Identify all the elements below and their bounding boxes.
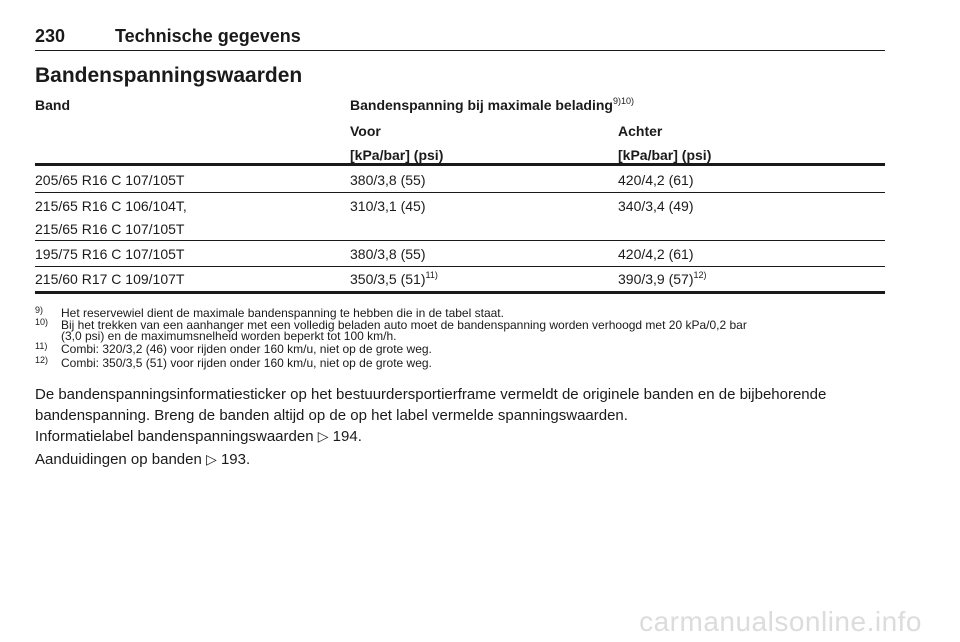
table-cell-band: 215/60 R17 C 109/107T xyxy=(35,271,185,287)
table-cell-front: 380/3,8 (55) xyxy=(350,246,426,262)
footnote-ref: 9)10) xyxy=(612,96,634,106)
table-cell-rear: 340/3,4 (49) xyxy=(618,198,694,214)
row-divider xyxy=(35,240,885,241)
col-header-band: Band xyxy=(35,97,70,113)
crossref-line xyxy=(35,449,890,470)
table-cell-front: 380/3,8 (55) xyxy=(350,172,426,188)
table-cell-front xyxy=(350,271,438,287)
table-cell-rear-value: 390/3,9 (57) xyxy=(618,271,694,287)
crossref-page-link[interactable]: 194. xyxy=(332,428,362,445)
footnote-ref: 11) xyxy=(425,270,438,280)
unit-front: [kPa/bar] (psi) xyxy=(350,147,444,163)
unit-rear: [kPa/bar] (psi) xyxy=(618,147,712,163)
footnote-mark: 10) xyxy=(35,317,49,327)
table-cell-band: 215/65 R16 C 106/104T, xyxy=(35,198,187,214)
crossref-line xyxy=(35,426,890,447)
table-header-divider xyxy=(35,163,885,166)
col-header-pressure xyxy=(350,97,634,113)
table-cell-rear xyxy=(618,271,707,287)
watermark: carmanualsonline.info xyxy=(639,606,922,637)
footnote-ref: 12) xyxy=(693,270,707,280)
table-cell-front: 310/3,1 (45) xyxy=(350,198,426,214)
footnote-text: Bij het trekken van een aanhanger met een volledig beladen auto moet de bandenspanning worden verhoogd met 20 kPa/0,2 bar xyxy=(61,318,747,332)
section-title: Bandenspanningswaarden xyxy=(35,64,303,87)
row-divider xyxy=(35,266,885,267)
row-divider xyxy=(35,192,885,193)
footnote-text: Het reservewiel dient de maximale bandenspanning te hebben die in de tabel staat. xyxy=(61,306,504,320)
table-cell-band: 195/75 R16 C 107/105T xyxy=(35,246,185,262)
footnote-text: Combi: 320/3,2 (46) voor rijden onder 160 km/u, niet op de grote weg. xyxy=(61,342,432,356)
arrow-right-icon: ▷ xyxy=(206,451,217,467)
col-header-pressure-label: Bandenspanning bij maximale belading xyxy=(350,97,613,113)
crossref-text: Aanduidingen op banden xyxy=(35,451,202,468)
table-cell-rear: 420/4,2 (61) xyxy=(618,172,694,188)
arrow-right-icon: ▷ xyxy=(317,428,329,444)
table-cell-band: 205/65 R16 C 107/105T xyxy=(35,172,185,188)
page-header xyxy=(35,26,885,51)
footnote-text: Combi: 350/3,5 (51) voor rijden onder 160 km/u, niet op de grote weg. xyxy=(61,356,432,370)
body-paragraph: De bandenspanningsinformatiesticker op het bestuurdersportierframe vermeldt de originele banden en de bijbehorende bandenspanning. Breng de banden altijd op de op het label vermelde spanningswaarden. xyxy=(35,386,827,424)
table-cell-band-line2: 215/65 R16 C 107/105T xyxy=(35,221,185,237)
table-cell-front-value: 350/3,5 (51) xyxy=(350,271,426,287)
footnote-mark: 11) xyxy=(35,341,48,351)
col-header-rear: Achter xyxy=(618,123,663,139)
table-bottom-rule xyxy=(35,291,885,294)
crossref-page-link[interactable]: 193. xyxy=(220,451,251,468)
footnote-text-line2: (3,0 psi) en de maximumsnelheid worden beperkt tot 100 km/h. xyxy=(61,329,397,343)
table-cell-rear: 420/4,2 (61) xyxy=(618,246,694,262)
page-number: 230 xyxy=(35,26,66,46)
footnote-mark: 12) xyxy=(35,355,49,365)
chapter-title: Technische gegevens xyxy=(115,26,301,46)
col-header-front: Voor xyxy=(350,123,381,139)
footnote-mark: 9) xyxy=(35,305,44,315)
crossref-text: Informatielabel bandenspanningswaarden xyxy=(35,428,314,445)
